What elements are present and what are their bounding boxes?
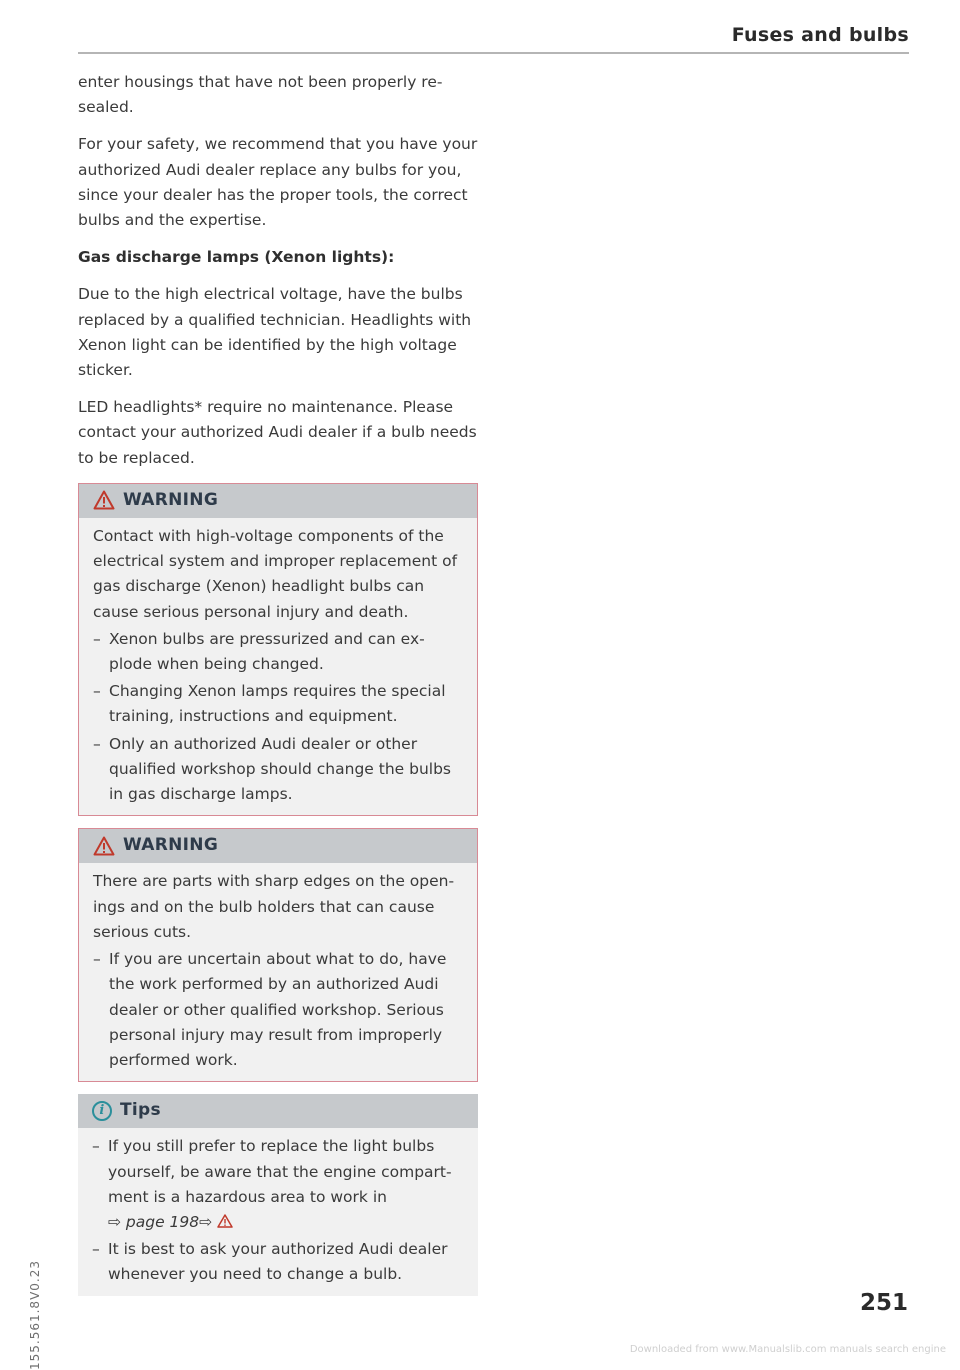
warning-header <box>79 484 477 518</box>
warning-list <box>93 947 463 1073</box>
warning-intro: There are parts with sharp edges on the open-ings and on the bulb holders that can cause serious cuts. <box>93 872 455 941</box>
info-icon: i <box>92 1101 112 1121</box>
warning-intro: Contact with high-voltage components of the electrical system and improper replacement of gas discharge (Xenon) headlight bulbs can cause serious personal injury and death. <box>93 527 458 621</box>
paragraph-led: LED headlights* require no maintenance. Please contact your authorized Audi dealer if a bulb needs to be replaced. <box>78 398 477 467</box>
paragraph-xenon: Due to the high electrical voltage, have the bulbs replaced by a qualified technician. Headlights with Xenon light can be identified by the high voltage sticker. <box>78 285 472 380</box>
warning-triangle-icon <box>217 1214 233 1228</box>
list-item: – It is best to ask your authorized Audi dealer whenever you need to change a bulb. <box>92 1237 464 1287</box>
warning-body <box>79 518 477 815</box>
paragraph-continuation: enter housings that have not been properly re-sealed. <box>78 73 443 117</box>
warning-header <box>79 829 477 863</box>
list-item: – Xenon bulbs are pressurized and can ex-plode when being changed. <box>93 627 463 677</box>
warning-title: WARNING <box>123 835 219 856</box>
tips-item-text: If you still prefer to replace the light bulbs yourself, be aware that the engine compart-ment is a hazardous area to work in <box>108 1137 452 1206</box>
warning-box-sharp-edges <box>78 828 478 1082</box>
watermark: Downloaded from www.Manualslib.com manuals search engine <box>629 1344 946 1355</box>
warning-triangle-icon <box>93 490 115 510</box>
header-rule <box>78 52 909 54</box>
list-item <box>92 1134 464 1235</box>
warning-body <box>79 863 477 1081</box>
list-item: – Changing Xenon lamps requires the special training, instructions and equipment. <box>93 679 463 729</box>
tips-title: Tips <box>120 1100 161 1121</box>
section-title: Fuses and bulbs <box>731 24 909 46</box>
warning-title: WARNING <box>123 489 219 510</box>
list-item: – Only an authorized Audi dealer or other qualified workshop should change the bulbs in gas discharge lamps. <box>93 732 463 808</box>
tips-body <box>78 1128 478 1295</box>
warning-list <box>93 627 463 807</box>
subheading-xenon: Gas discharge lamps (Xenon lights): <box>78 248 395 267</box>
list-item: – If you are uncertain about what to do, have the work performed by an authorized Audi dealer or other qualified workshop. Serious personal injury may result from improperly performed work. <box>93 947 463 1073</box>
tips-list <box>92 1134 464 1287</box>
tips-box <box>78 1094 478 1295</box>
warning-box-xenon <box>78 483 478 816</box>
text-column <box>78 70 478 1296</box>
document-code: 155.561.8V0.23 <box>28 1260 42 1370</box>
tips-header <box>78 1094 478 1128</box>
warning-triangle-icon <box>93 836 115 856</box>
page-reference-link[interactable]: ⇨ page 198⇨ <box>108 1212 213 1231</box>
page-number: 251 <box>859 1290 908 1316</box>
paragraph-safety: For your safety, we recommend that you have your authorized Audi dealer replace any bulbs for you, since your dealer has the proper tools, the correct bulbs and the expertise. <box>78 135 478 230</box>
